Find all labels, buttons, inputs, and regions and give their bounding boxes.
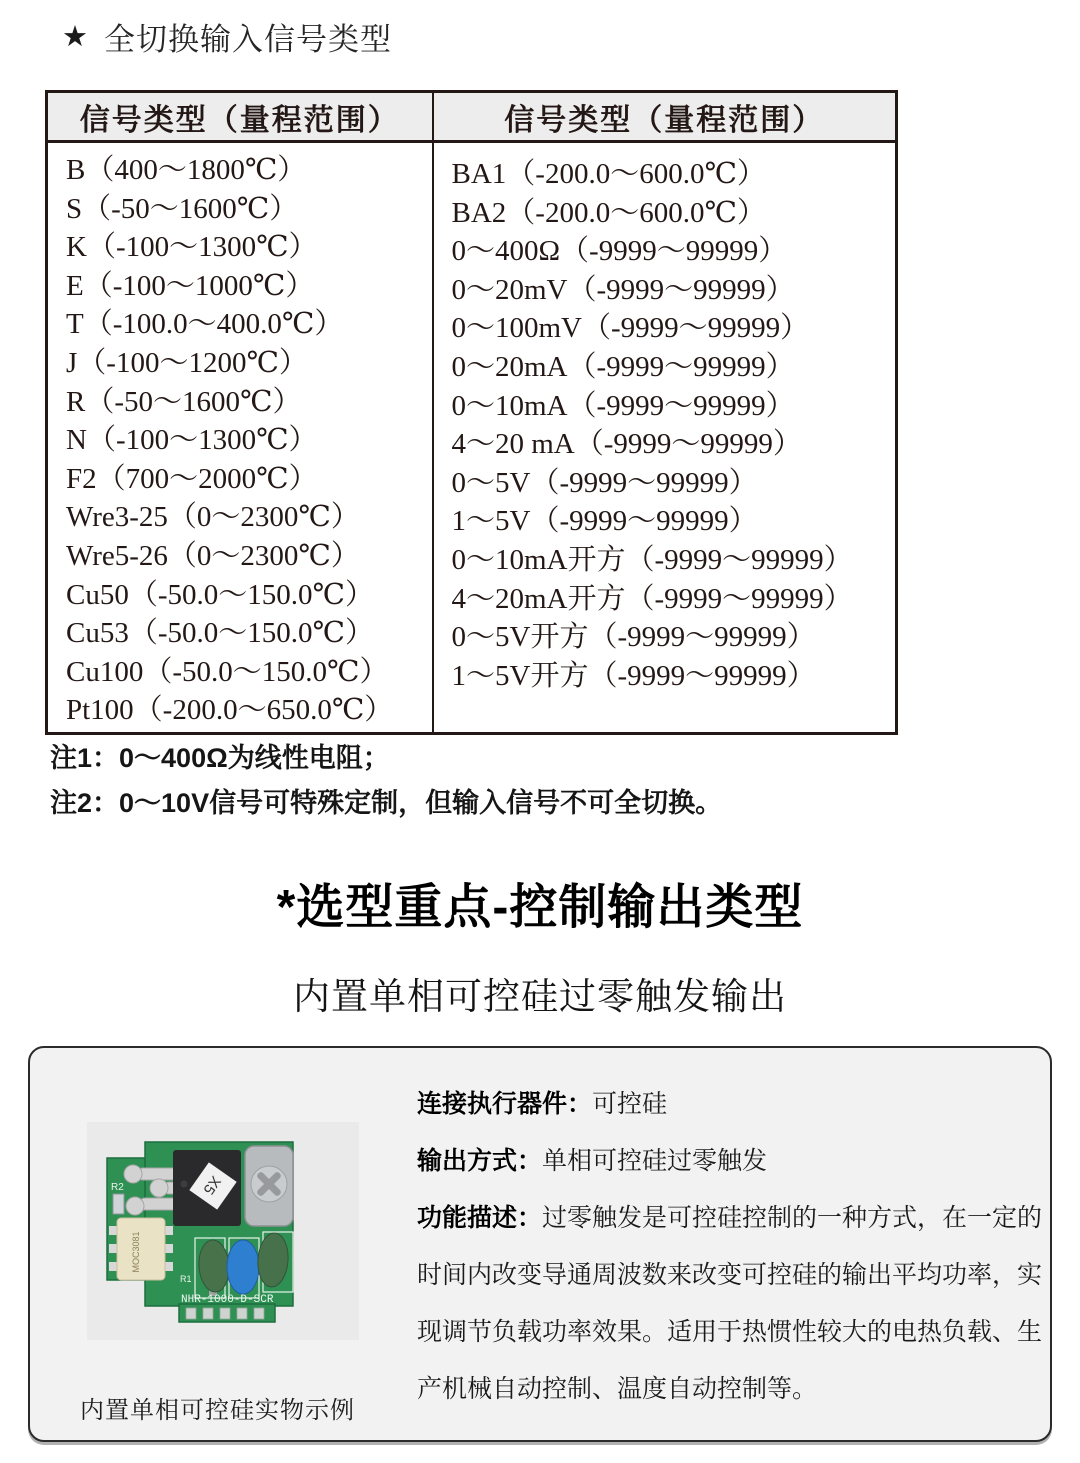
signal-row: 0～10mA（-9999～99999） [451,389,795,422]
spec-description-label: 功能描述： [417,1204,543,1232]
optocoupler-label: MOC3081 [131,1231,141,1273]
table-header-left: 信号类型（量程范围） [47,92,433,142]
signal-row: 0～20mV（-9999～99999） [451,273,795,306]
capacitors [197,1232,290,1296]
signal-row: 0～400Ω（-9999～99999） [451,235,788,268]
signal-row: S（-50～1600℃） [66,192,299,225]
spec-list [417,1076,1045,1418]
signal-row: 0～10mA开方（-9999～99999） [451,543,853,576]
silkscreen-r2: R2 [111,1182,124,1193]
note-1: 注1：0～400Ω为线性电阻； [50,743,390,773]
signal-row: F2（700～2000℃） [66,462,318,495]
signal-row: J（-100～1200℃） [66,346,308,379]
signal-row: BA1（-200.0～600.0℃） [451,158,766,190]
headline: *选型重点-控制输出类型 [276,881,804,934]
section-title [62,14,392,59]
pcb-photo [87,1122,359,1340]
signal-row: 0～100mV（-9999～99999） [451,312,810,345]
signal-row: Cu50（-50.0～150.0℃） [66,578,374,611]
spec-output-mode [417,1133,1045,1190]
signal-row: Pt100（-200.0～650.0℃） [66,694,394,727]
signal-row: Wre5-26（0～2300℃） [66,539,360,572]
heatsink [245,1146,293,1226]
star-icon: ★ [62,21,89,53]
spec-actuator-label: 连接执行器件： [417,1090,593,1118]
signal-row: 0～5V（-9999～99999） [451,466,758,499]
table-cell-right [433,142,897,734]
signal-row: 1～5V（-9999～99999） [451,505,758,538]
triac-chip [173,1150,241,1226]
signal-row: B（400～1800℃） [66,154,307,186]
signal-row: E（-100～1000℃） [66,269,315,302]
signal-row: BA2（-200.0～600.0℃） [451,196,766,229]
scr-output-card [28,1046,1052,1442]
spec-actuator-value: 可控硅 [592,1090,668,1118]
spec-output-mode-label: 输出方式： [417,1147,543,1175]
table-cell-left [47,142,433,734]
signal-row: K（-100～1300℃） [66,231,318,264]
signal-row: R（-50～1600℃） [66,385,302,418]
signal-row: 4～20mA开方（-9999～99999） [451,582,853,615]
signal-type-table [45,90,898,735]
pcb-illustration [87,1122,359,1340]
smd-resistor [113,1194,124,1214]
signal-row: 0～5V开方（-9999～99999） [451,621,816,654]
signal-row: 4～20 mA（-9999～99999） [451,428,802,461]
spec-description [417,1190,1045,1418]
spec-description-value: 过零触发是可控硅控制的一种方式，在一定的时间内改变导通周波数来改变可控硅的输出平均功率，实现调节负载功率效果。适用于热惯性较大的电热负载、生产机械自动控制、温度自动控制等。 [417,1204,1043,1403]
signal-row: Wre3-25（0～2300℃） [66,501,360,534]
silkscreen-r1: R1 [180,1274,192,1284]
signal-row: Cu53（-50.0～150.0℃） [66,617,374,650]
section-title-text: 全切换输入信号类型 [104,22,392,57]
chip-label: X5 [199,1172,224,1198]
board-model-label: NHR-1000-D-SCR [181,1294,274,1306]
photo-caption: 内置单相可控硅实物示例 [80,1397,355,1424]
subheadline: 内置单相可控硅过零触发输出 [293,976,787,1017]
signal-row: T（-100.0～400.0℃） [66,308,344,341]
signal-row: 0～20mA（-9999～99999） [451,350,795,383]
note-2: 注2：0～10V信号可特殊定制，但输入信号不可全切换。 [50,788,723,818]
spec-output-mode-value: 单相可控硅过零触发 [542,1147,768,1175]
signal-row: Cu100（-50.0～150.0℃） [66,655,389,688]
spec-actuator [417,1076,1045,1133]
optocoupler [109,1218,173,1280]
signal-row: N（-100～1300℃） [66,424,318,457]
table-header-right: 信号类型（量程范围） [433,92,897,142]
notes [50,736,722,826]
signal-row: 1～5V开方（-9999～99999） [451,659,816,692]
